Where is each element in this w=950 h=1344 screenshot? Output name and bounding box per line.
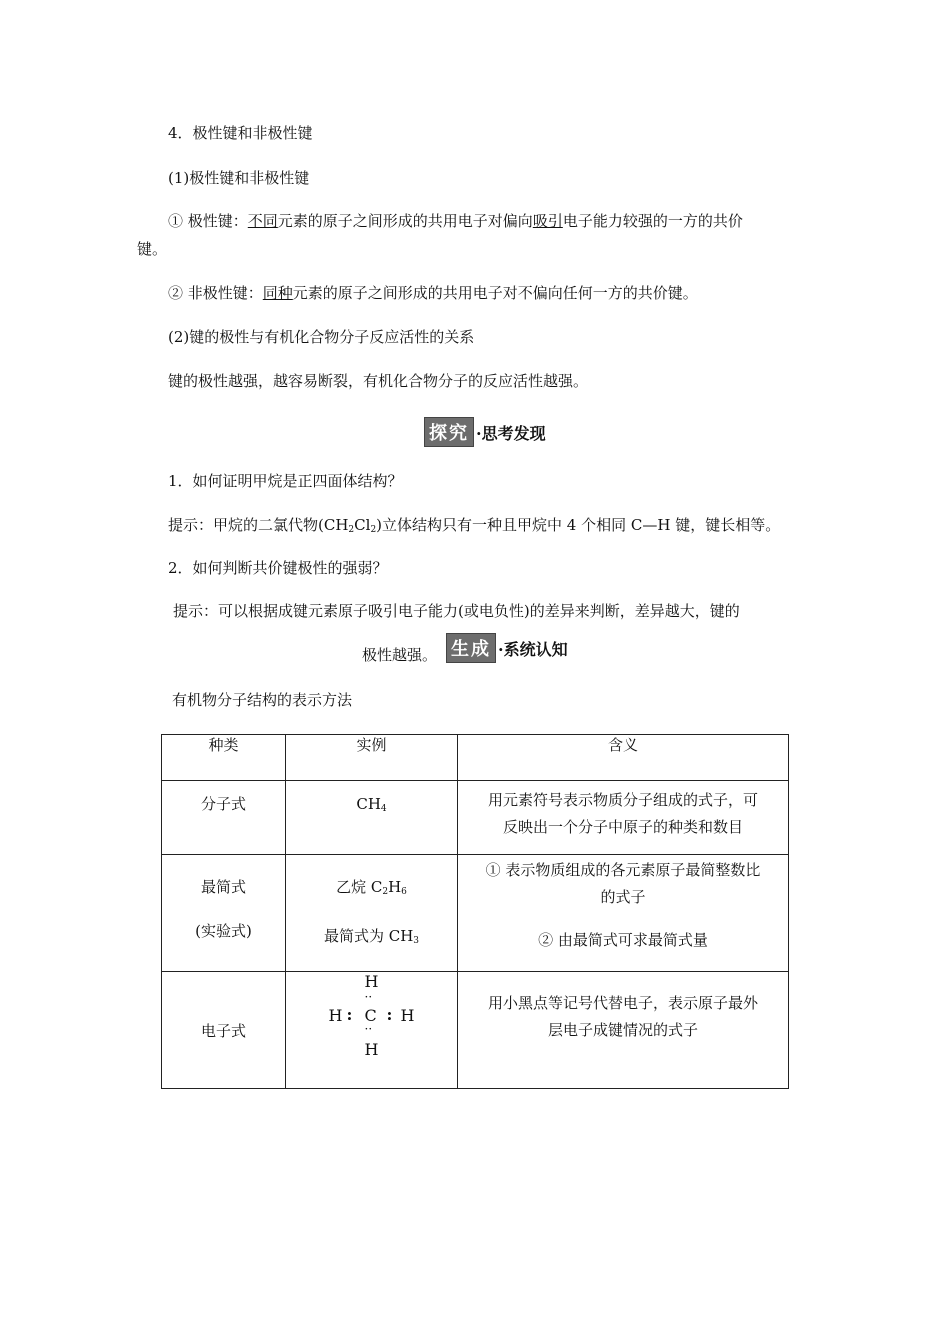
- explore-label: ·思考发现: [476, 423, 546, 443]
- row1-meaning: 用元素符号表示物质分子组成的式子，可 反映出一个分子中原子的种类和数目: [458, 781, 789, 855]
- section-4-title: 4．极性键和非极性键: [168, 124, 313, 142]
- polar-bond-definition: [168, 210, 743, 231]
- row3-kind: 电子式: [162, 972, 286, 1089]
- generate-badge: 生成: [446, 633, 496, 663]
- answer-2-line-2: 极性越强。: [362, 646, 438, 664]
- table-row: [162, 972, 789, 1089]
- row3-example: [286, 972, 458, 1089]
- explore-badge: 探究: [424, 417, 474, 447]
- nonpolar-suffix: 元素的原子之间形成的共用电子对不偏向任何一方的共价键。: [292, 284, 698, 302]
- answer-1-pre: 提示：甲烷的二氯代物(CH: [168, 516, 349, 534]
- answer-2-line-1: 提示：可以根据成键元素原子吸引电子能力(或电负性)的差异来判断，差异越大，键的: [173, 602, 740, 620]
- polar-prefix: ① 极性键：: [168, 212, 248, 230]
- polar-mid: 元素的原子之间形成的共用电子对偏向: [277, 212, 533, 230]
- row3-meaning: 用小黑点等记号代替电子，表示原子最外 层电子成键情况的式子: [458, 972, 789, 1089]
- nonpolar-bond-definition: [168, 282, 698, 303]
- generate-banner: [446, 633, 568, 663]
- table-row: [162, 855, 789, 972]
- table-row: [162, 781, 789, 855]
- row2-meaning: ① 表示物质组成的各元素原子最简整数比 的式子 ② 由最简式可求最简式量: [458, 855, 789, 972]
- polar-blank-2: 吸引: [532, 212, 563, 230]
- row2-kind: 最简式 (实验式): [162, 855, 286, 972]
- polar-suffix: 电子能力较强的一方的共价: [562, 212, 743, 230]
- header-kind: 种类: [162, 735, 286, 781]
- polar-bond-definition-cont: 键。: [137, 240, 168, 258]
- answer-1-sub-1: 2: [348, 525, 355, 535]
- polar-blank-1: 不同: [247, 212, 278, 230]
- nonpolar-prefix: ② 非极性键：: [168, 284, 263, 302]
- explore-banner: [424, 417, 546, 447]
- nonpolar-blank-1: 同种: [262, 284, 293, 302]
- subsection-1-title: (1)极性键和非极性键: [168, 169, 310, 187]
- row2-example: 乙烷 $C_2H_6$ 最简式为 $CH_3$: [286, 855, 458, 972]
- subsection-2-title: (2)键的极性与有机化合物分子反应活性的关系: [168, 328, 475, 346]
- generate-label: ·系统认知: [498, 639, 568, 659]
- row1-kind: 分子式: [162, 781, 286, 855]
- table-title: 有机物分子结构的表示方法: [172, 691, 353, 709]
- question-1: 1．如何证明甲烷是正四面体结构？: [168, 472, 403, 490]
- methane-electron-formula: H ·· H : C : H ·· H: [328, 972, 415, 1059]
- header-example: 实例: [286, 735, 458, 781]
- answer-1-sub-2: 2: [370, 525, 377, 535]
- row1-example: $CH_4$: [286, 781, 458, 855]
- answer-1-post: )立体结构只有一种且甲烷中 4 个相同 C—H 键，键长相等。: [376, 516, 781, 534]
- answer-1-mid: Cl: [354, 516, 371, 534]
- polarity-relation: 键的极性越强，越容易断裂，有机化合物分子的反应活性越强。: [168, 372, 589, 390]
- header-meaning: 含义: [458, 735, 789, 781]
- question-2: 2．如何判断共价键极性的强弱？: [168, 559, 388, 577]
- answer-1: [168, 514, 780, 535]
- representation-table: [161, 734, 789, 1089]
